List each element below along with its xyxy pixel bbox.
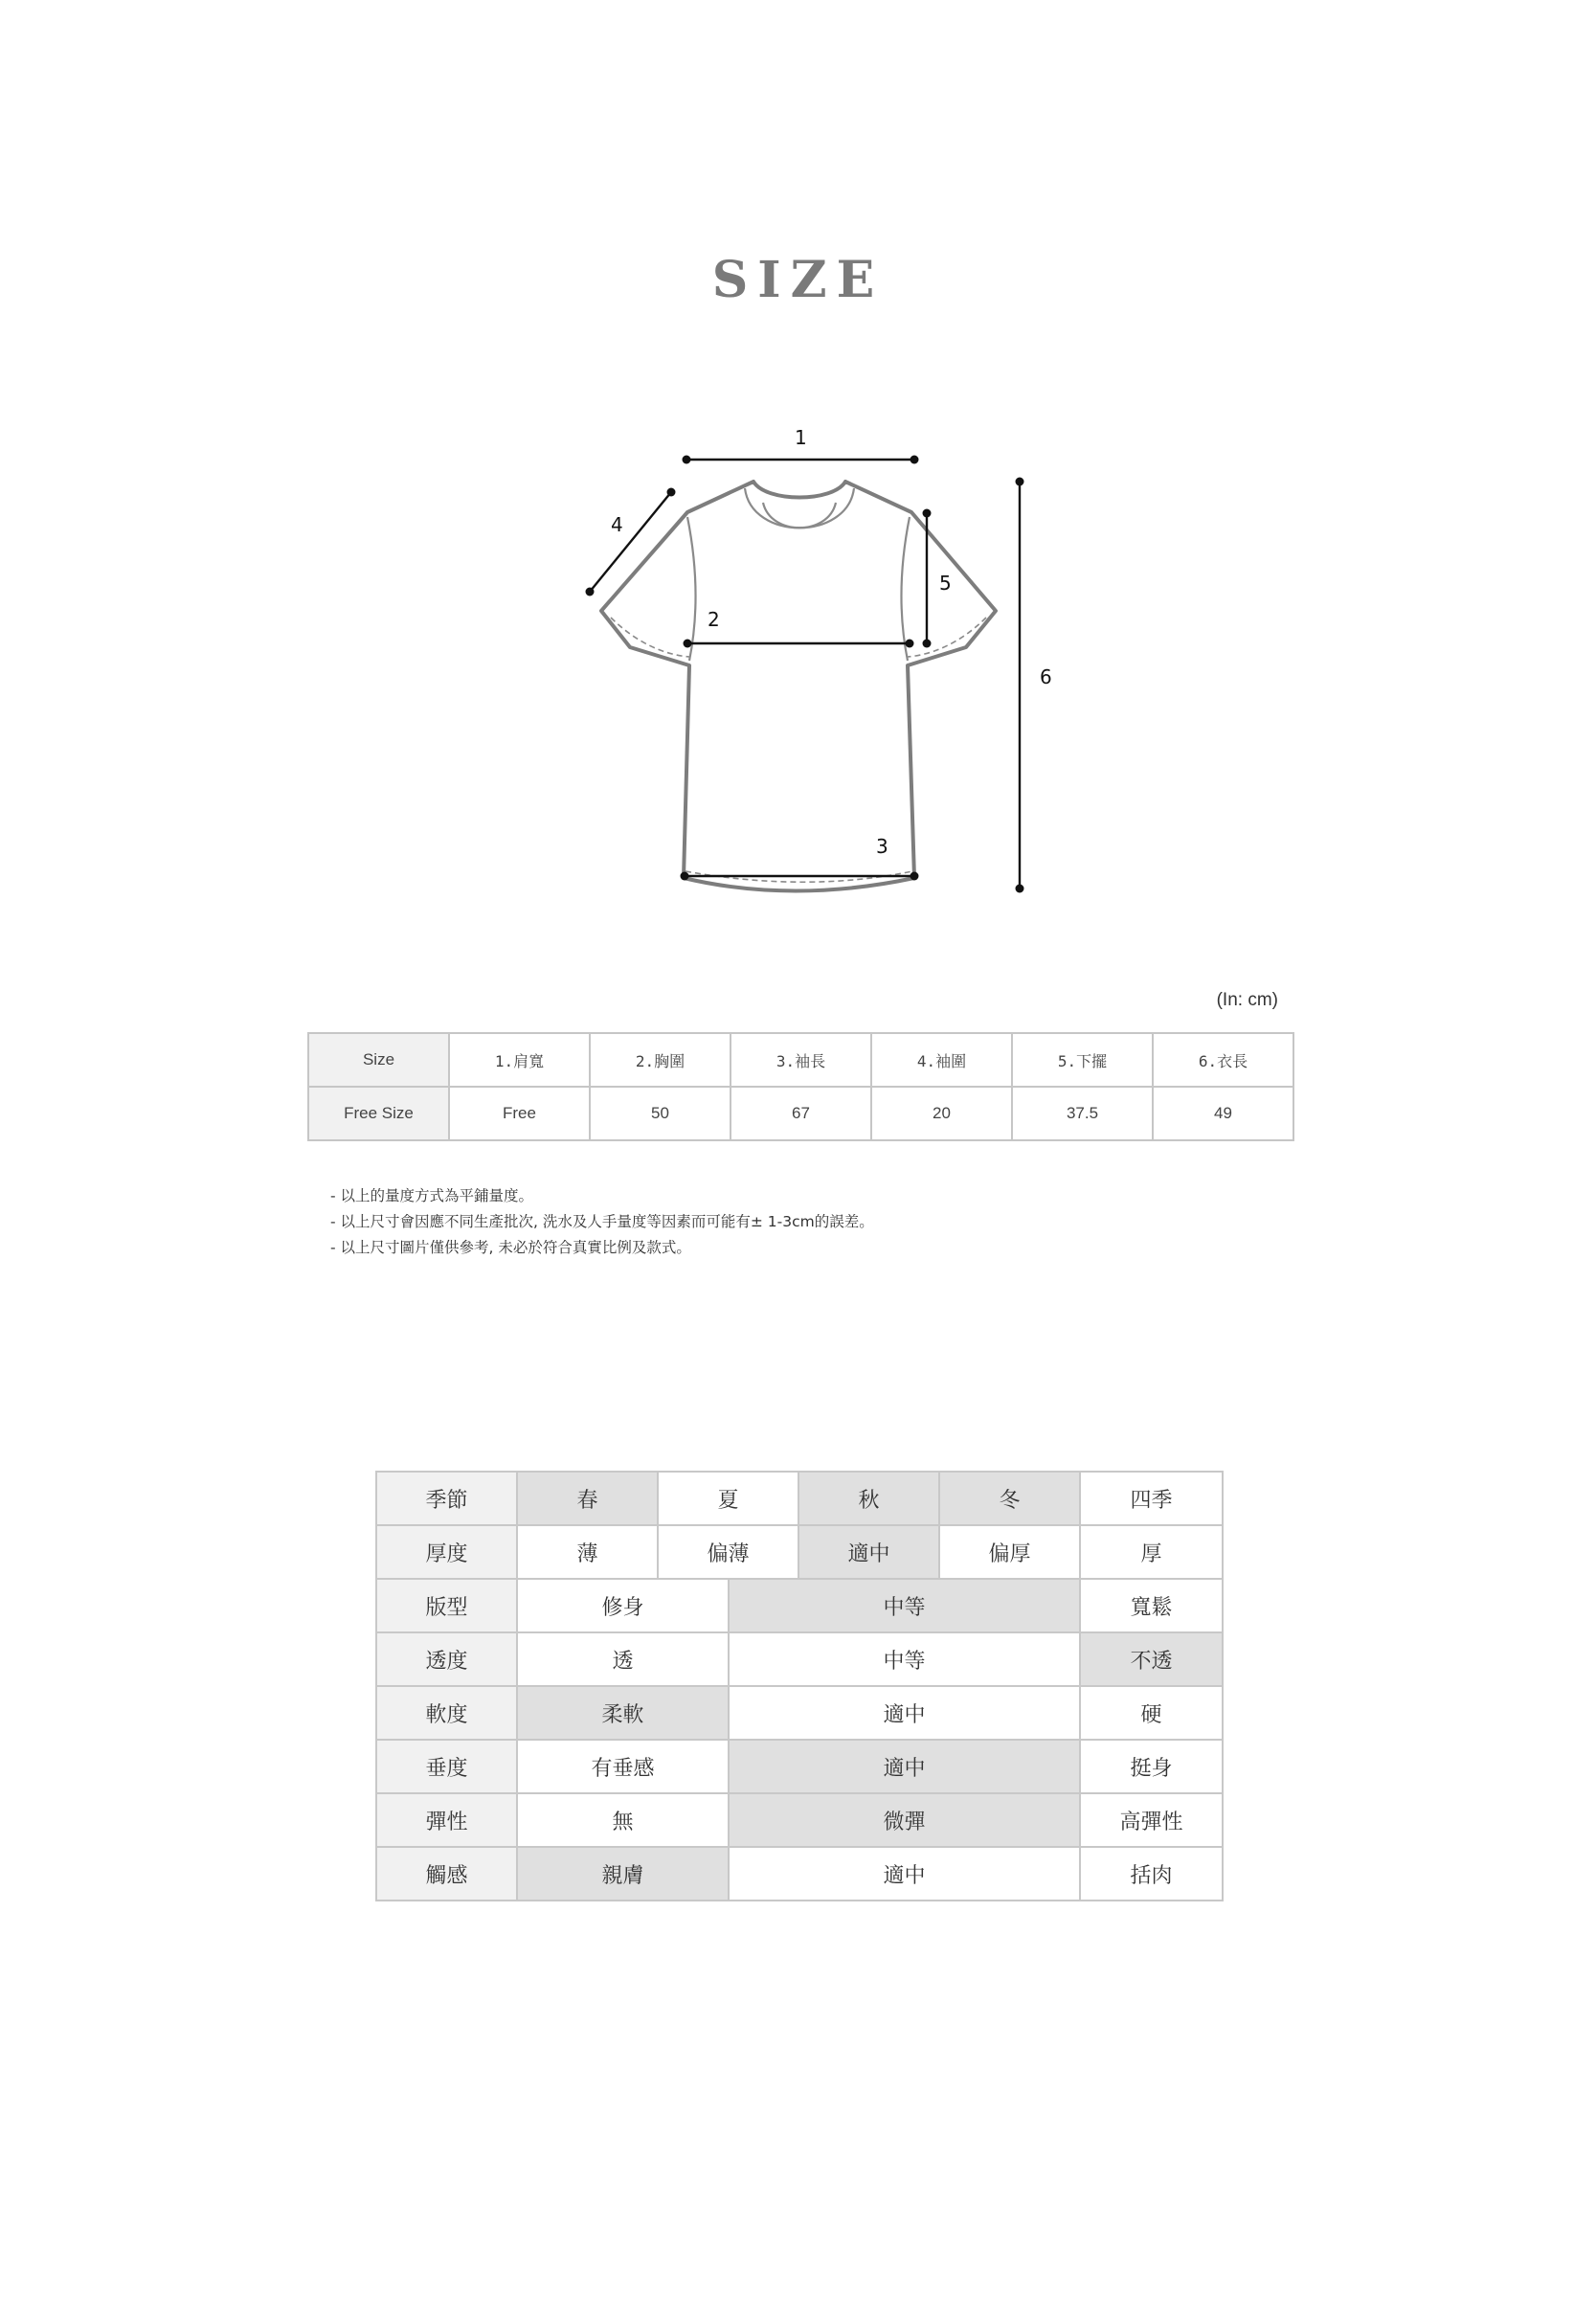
- drape-structured: 挺身: [1080, 1740, 1223, 1793]
- fabric-properties-table: [375, 1471, 1224, 1901]
- season-spring: 春: [517, 1472, 658, 1525]
- size-table: [307, 1032, 1294, 1141]
- elasticity-label: 彈性: [376, 1793, 517, 1847]
- softness-soft: 柔軟: [517, 1686, 729, 1740]
- thickness-slightly-thick: 偏厚: [939, 1525, 1080, 1579]
- elasticity-slight: 微彈: [729, 1793, 1080, 1847]
- tshirt-outline: [601, 482, 996, 891]
- length-header: 6.衣長: [1153, 1033, 1293, 1087]
- page-title: SIZE: [711, 251, 885, 309]
- size-table-header-row: [308, 1033, 1293, 1087]
- touch-medium: 適中: [729, 1847, 1080, 1901]
- fit-regular: 中等: [729, 1579, 1080, 1632]
- elasticity-high: 高彈性: [1080, 1793, 1223, 1847]
- touch-rough: 括肉: [1080, 1847, 1223, 1901]
- tshirt-measurement-diagram: [0, 0, 1596, 957]
- sleeve-width-header: 4.袖圍: [871, 1033, 1012, 1087]
- hem-value: 37.5: [1012, 1087, 1153, 1140]
- elasticity-none: 無: [517, 1793, 729, 1847]
- chest-value: 50: [590, 1087, 731, 1140]
- touch-skin-friendly: 親膚: [517, 1847, 729, 1901]
- season-all: 四季: [1080, 1472, 1223, 1525]
- softness-medium: 適中: [729, 1686, 1080, 1740]
- note-line: - 以上尺寸會因應不同生產批次, 洗水及人手量度等因素而可能有± 1-3cm的誤差。: [330, 1213, 874, 1230]
- table-row: [308, 1087, 1293, 1140]
- sleeve-width-value: 20: [871, 1087, 1012, 1140]
- season-summer: 夏: [658, 1472, 798, 1525]
- measure-label-3: 3: [876, 835, 888, 858]
- chest-header: 2.胸圍: [590, 1033, 731, 1087]
- thickness-thin: 薄: [517, 1525, 658, 1579]
- sheerness-row: [376, 1632, 1223, 1686]
- sheerness-opaque: 不透: [1080, 1632, 1223, 1686]
- sheerness-label: 透度: [376, 1632, 517, 1686]
- season-autumn: 秋: [798, 1472, 939, 1525]
- drape-row: [376, 1740, 1223, 1793]
- note-line: - 以上的量度方式為平鋪量度。: [330, 1187, 534, 1204]
- size-name-cell: Free Size: [308, 1087, 449, 1140]
- elasticity-row: [376, 1793, 1223, 1847]
- sheerness-sheer: 透: [517, 1632, 729, 1686]
- measurement-notes: [330, 1183, 1288, 1261]
- sheerness-medium: 中等: [729, 1632, 1080, 1686]
- touch-row: [376, 1847, 1223, 1901]
- measure-label-2: 2: [708, 608, 720, 631]
- measure-label-1: 1: [795, 426, 807, 449]
- fit-slim: 修身: [517, 1579, 729, 1632]
- measure-label-4: 4: [611, 513, 623, 536]
- measure-label-5: 5: [939, 572, 952, 595]
- shoulder-header: 1.肩寬: [449, 1033, 590, 1087]
- season-row: [376, 1472, 1223, 1525]
- shoulder-value: Free: [449, 1087, 590, 1140]
- softness-hard: 硬: [1080, 1686, 1223, 1740]
- hem-header: 5.下擺: [1012, 1033, 1153, 1087]
- thickness-medium: 適中: [798, 1525, 939, 1579]
- fit-loose: 寬鬆: [1080, 1579, 1223, 1632]
- season-winter: 冬: [939, 1472, 1080, 1525]
- softness-label: 軟度: [376, 1686, 517, 1740]
- size-header: Size: [308, 1033, 449, 1087]
- unit-label: (In: cm): [1216, 990, 1278, 1010]
- length-value: 49: [1153, 1087, 1293, 1140]
- touch-label: 觸感: [376, 1847, 517, 1901]
- fit-row: [376, 1579, 1223, 1632]
- sleeve-length-value: 67: [731, 1087, 871, 1140]
- fit-label: 版型: [376, 1579, 517, 1632]
- measure-label-6: 6: [1040, 665, 1052, 688]
- thickness-thick: 厚: [1080, 1525, 1223, 1579]
- season-label: 季節: [376, 1472, 517, 1525]
- thickness-row: [376, 1525, 1223, 1579]
- note-line: - 以上尺寸圖片僅供參考, 未必於符合真實比例及款式。: [330, 1239, 691, 1256]
- sleeve-length-header: 3.袖長: [731, 1033, 871, 1087]
- softness-row: [376, 1686, 1223, 1740]
- drape-label: 垂度: [376, 1740, 517, 1793]
- thickness-label: 厚度: [376, 1525, 517, 1579]
- drape-medium: 適中: [729, 1740, 1080, 1793]
- thickness-slightly-thin: 偏薄: [658, 1525, 798, 1579]
- drape-flowy: 有垂感: [517, 1740, 729, 1793]
